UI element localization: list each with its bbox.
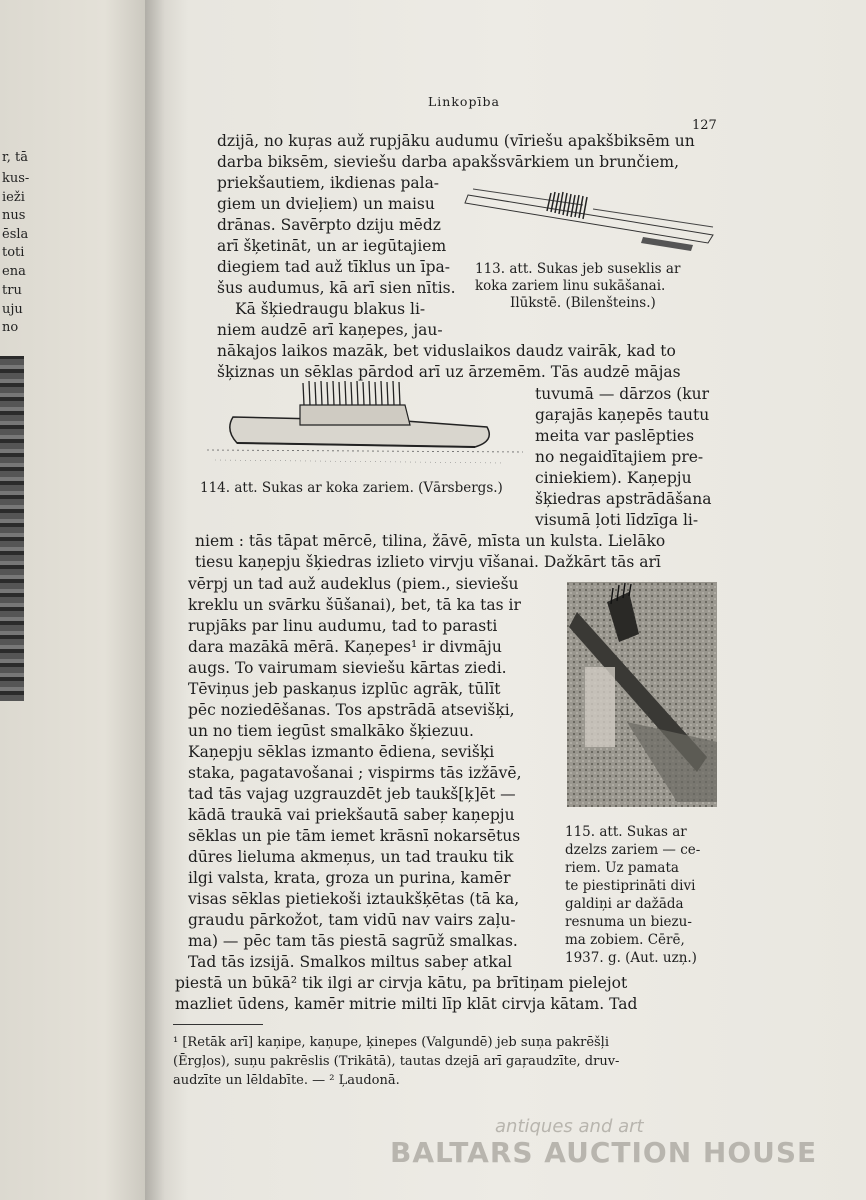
body-line: darba biksēm, sieviešu darba apakšsvārkiem un brunčiem, <box>217 153 679 171</box>
body-line: tuvumā — dārzos (kur <box>535 385 710 403</box>
body-line: dzijā, no kuŗas auž rupjāku audumu (vīriešu apakšbiksēm un <box>217 132 695 150</box>
body-line: diegiem tad auž tīklus un īpa- <box>217 258 451 276</box>
running-title: Linkopība <box>428 94 500 109</box>
body-line: Tad tās izsijā. Smalkos miltus sabeŗ atkal <box>188 953 513 971</box>
watermark-tagline: antiques and art <box>495 1116 644 1137</box>
footnote-line: ¹ [Retāk arī] kaņipe, kaņupe, ķinepes (Valgundē) jeb suņa pakrēšļi <box>173 1035 610 1050</box>
figure-115-caption: resnuma un biezu- <box>565 914 692 930</box>
figure-113-caption: 113. att. Sukas jeb suseklis ar <box>475 261 681 277</box>
left-photo-fragment <box>0 356 24 701</box>
left-fragment: tru <box>2 283 22 298</box>
body-line: vērpj un tad auž audeklus (piem., sieviešu <box>188 575 519 593</box>
body-line: no negaidītajiem pre- <box>535 448 704 466</box>
body-line: augs. To vairumam sieviešu kārtas ziedi. <box>188 659 507 677</box>
left-page <box>0 0 150 1200</box>
body-line: Kā šķiedraugu blakus li- <box>235 300 426 318</box>
figure-115-caption: ma zobiem. Cērē, <box>565 932 685 948</box>
body-line: niem audzē arī kaņepes, jau- <box>217 321 443 339</box>
body-line: piestā un būkā² tik ilgi ar cirvja kātu, pa brītiņam pielejot <box>175 974 628 992</box>
watermark-title: BALTARS AUCTION HOUSE <box>390 1136 818 1169</box>
figure-115-photo <box>567 582 717 807</box>
body-line: Kaņepju sēklas izmanto ēdiena, sevišķi <box>188 743 495 761</box>
body-line: dara mazākā mērā. Kaņepes¹ ir divmāju <box>188 638 502 656</box>
figure-115-caption: 1937. g. (Aut. uzņ.) <box>565 950 697 966</box>
body-line: sēklas un pie tām iemet krāsnī nokarsētus <box>188 827 521 845</box>
footnote-line: audzīte un lēldabīte. — ² Ļaudonā. <box>173 1073 400 1088</box>
left-fragment: ēsla <box>2 227 29 242</box>
body-line: drānas. Savērpto dziju mēdz <box>217 216 441 234</box>
body-line: šus audumus, kā arī sien nītis. <box>217 279 456 297</box>
figure-114-caption: 114. att. Sukas ar koka zariem. (Vārsbergs.) <box>200 480 503 496</box>
body-line: dūres lieluma akmeņus, un tad trauku tik <box>188 848 514 866</box>
body-line: šķiznas un sēklas pārdod arī uz ārzemēm. Tās audzē mājas <box>217 363 681 381</box>
body-line: arī šķetināt, un ar iegūtajiem <box>217 237 447 255</box>
left-fragment: uju <box>2 302 23 317</box>
right-page <box>145 0 866 1200</box>
left-fragment: kus- <box>2 171 30 186</box>
body-line: visas sēklas pietiekoši iztaukšķētas (tā ka, <box>188 890 520 908</box>
figure-114-hackle-drawing <box>205 375 525 470</box>
figure-115-caption: 115. att. Sukas ar <box>565 824 687 840</box>
body-line: nākajos laikos mazāk, bet viduslaikos daudz vairāk, kad to <box>217 342 676 360</box>
body-line: kreklu un svārku šūšanai), bet, tā ka tas ir <box>188 596 521 614</box>
body-line: šķiedras apstrādāšana <box>535 490 712 508</box>
left-fragment: toti <box>2 245 25 260</box>
figure-113-hackle-drawing <box>463 175 723 257</box>
footnote-line: (Ērgļos), suņu pakrēslis (Trikātā), tautas dzejā arī gaŗaudzīte, druv- <box>173 1054 620 1069</box>
body-line: gaŗajās kaņepēs tautu <box>535 406 710 424</box>
body-line: ilgi valsta, krata, groza un purina, kamēr <box>188 869 511 887</box>
body-line: visumā ļoti līdzīga li- <box>535 511 699 529</box>
body-line: ma) — pēc tam tās piestā sagrūž smalkas. <box>188 932 518 950</box>
body-line: Tēviņus jeb paskaņus izplūc agrāk, tūlīt <box>188 680 501 698</box>
left-fragment: no <box>2 320 19 335</box>
body-line: pēc noziedēšanas. Tos apstrādā atsevišķi, <box>188 701 515 719</box>
body-line: kādā traukā vai priekšautā sabeŗ kaņepju <box>188 806 515 824</box>
figure-115-caption: galdiņi ar dažāda <box>565 896 684 912</box>
figure-115-caption: riem. Uz pamata <box>565 860 679 876</box>
body-line: graudu pārkožot, tam vidū nav vairs zaļu- <box>188 911 516 929</box>
left-fragment: nus <box>2 208 26 223</box>
body-line: staka, pagatavošanai ; vispirms tās izžāvē, <box>188 764 522 782</box>
page-number: 127 <box>692 118 717 133</box>
body-line: un no tiem iegūst smalkāko šķiezuu. <box>188 722 474 740</box>
figure-115-caption: dzelzs zariem — ce- <box>565 842 701 858</box>
body-line: mazliet ūdens, kamēr mitrie milti līp klāt cirvja kātam. Tad <box>175 995 638 1013</box>
body-line: tiesu kaņepju šķiedras izlieto virvju vīšanai. Dažkārt tās arī <box>195 553 661 571</box>
figure-113-caption: Ilūkstē. (Bilenšteins.) <box>510 295 656 311</box>
body-line: giem un dvieļiem) un maisu <box>217 195 435 213</box>
figure-113-caption: koka zariem linu sukāšanai. <box>475 278 666 294</box>
figure-115-caption: te piestiprināti divi <box>565 878 696 894</box>
body-line: meita var paslēpties <box>535 427 695 445</box>
body-line: niem : tās tāpat mērcē, tilina, žāvē, mīsta un kulsta. Lielāko <box>195 532 666 550</box>
left-fragment: ieži <box>2 190 25 205</box>
footnote-rule <box>173 1024 263 1025</box>
body-line: ciniekiem). Kaņepju <box>535 469 692 487</box>
left-fragment: ena <box>2 264 26 279</box>
body-line: rupjāks par linu audumu, tad to parasti <box>188 617 498 635</box>
body-line: tad tās vajag uzgrauzdēt jeb taukš[ķ]ēt — <box>188 785 516 803</box>
left-fragment: r, tā <box>2 150 29 165</box>
body-line: priekšautiem, ikdienas pala- <box>217 174 440 192</box>
